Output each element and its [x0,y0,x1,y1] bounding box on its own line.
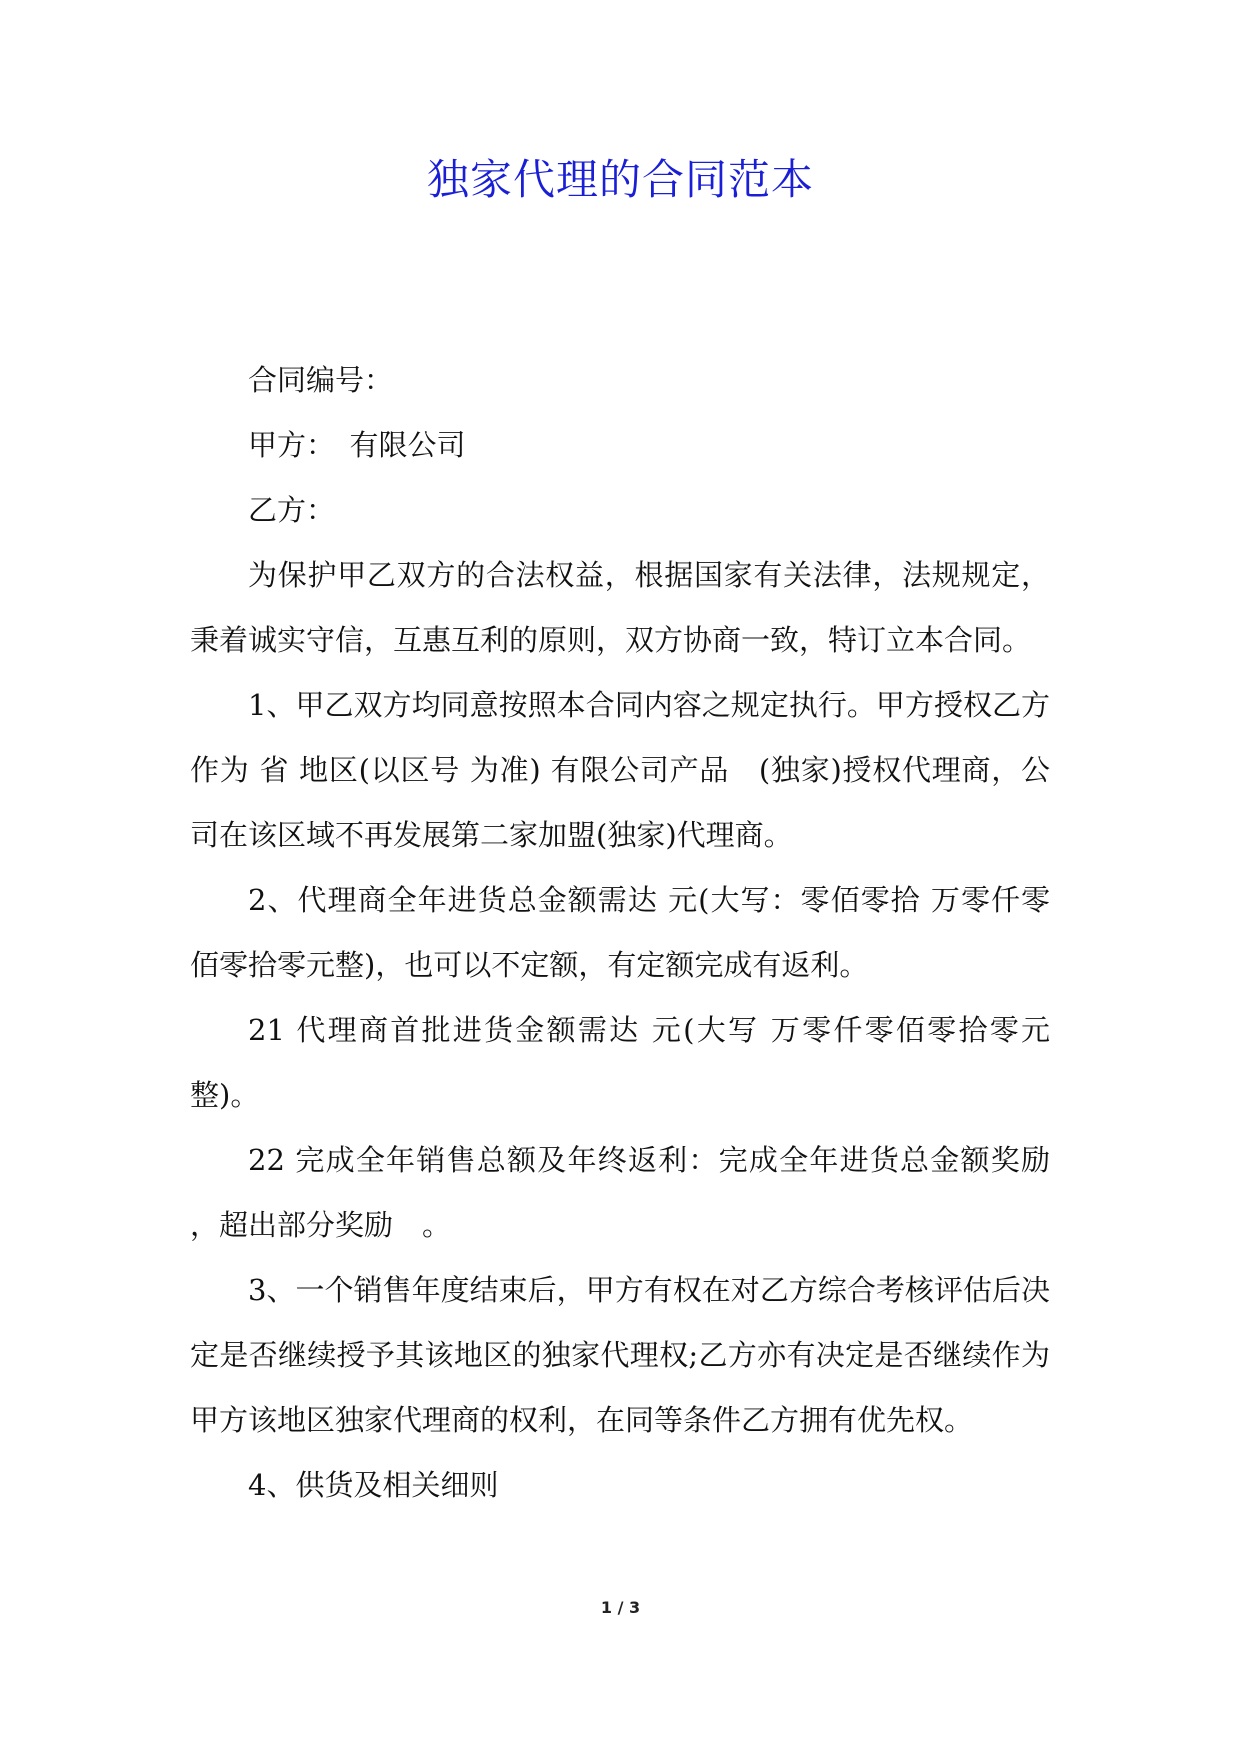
party-b-line: 乙方： [248,493,336,527]
document-title: 独家代理的合同范本 [426,155,814,204]
contract-number-line: 合同编号： [248,363,394,397]
party-a-line: 甲方： 有限公司 [248,428,466,462]
page-number: 1 / 3 [600,1598,641,1617]
clause-2-2-paragraph: 22 完成全年销售总额及年终返利：完成全年进货总金额奖励 ，超出部分奖励 。 [190,1143,1050,1242]
clause-3-paragraph: 3、一个销售年度结束后，甲方有权在对乙方综合考核评估后决定是否继续授予其该地区的独家代理权;乙方亦有决定是否继续作为甲方该地区独家代理商的权利，在同等条件乙方拥有优先权。 [190,1273,1050,1437]
clause-2-paragraph: 2、代理商全年进货总金额需达 元(大写：零佰零拾 万零仟零佰零拾零元整)，也可以不定额，有定额完成有返利。 [190,883,1050,982]
clause-1-paragraph: 1、甲乙双方均同意按照本合同内容之规定执行。甲方授权乙方作为 省 地区(以区号 为准) 有限公司产品 (独家)授权代理商，公司在该区域不再发展第二家加盟(独家)代理商。 [190,688,1050,852]
document-body [190,348,1050,1518]
clause-4-heading: 4、供货及相关细则 [248,1468,499,1502]
preamble-paragraph: 为保护甲乙双方的合法权益，根据国家有关法律，法规规定，秉着诚实守信，互惠互利的原则，双方协商一致，特订立本合同。 [190,558,1050,657]
clause-2-1-paragraph: 21 代理商首批进货金额需达 元(大写 万零仟零佰零拾零元整)。 [190,1013,1050,1112]
